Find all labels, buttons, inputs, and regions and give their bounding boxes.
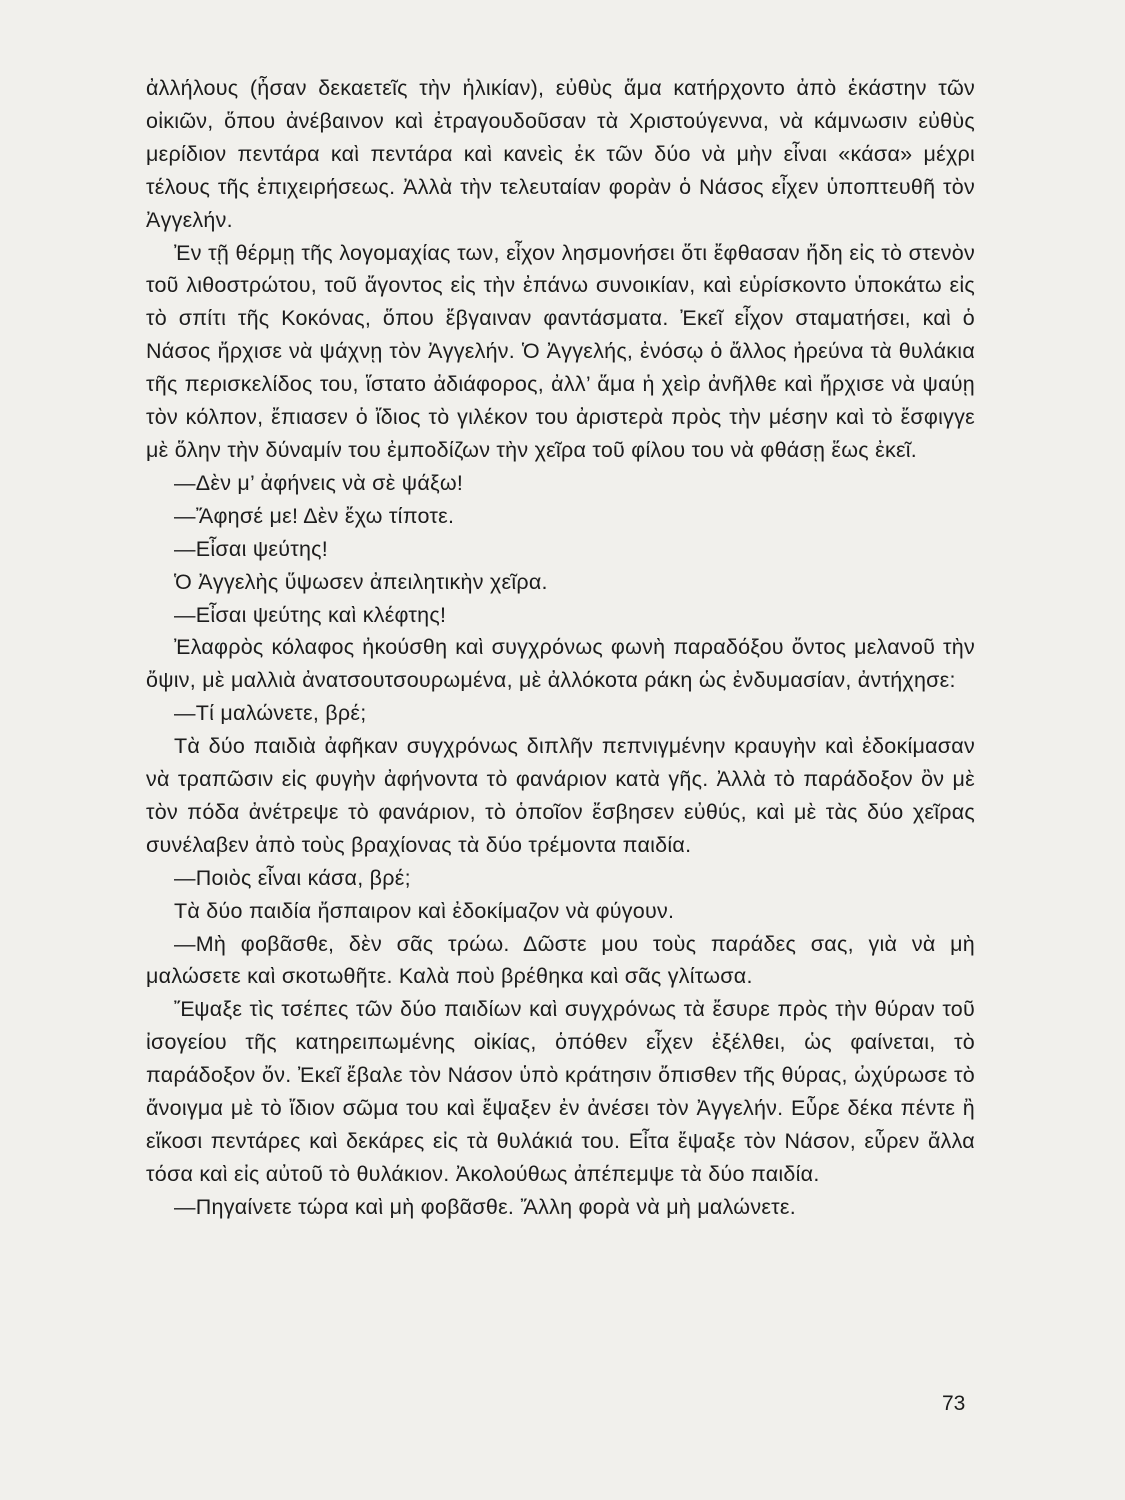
dialogue-line: —Μὴ φοβᾶσθε, δὲν σᾶς τρώω. Δῶστε μου τοὺς παράδες σας, γιὰ νὰ μὴ μαλώσετε καὶ σκοτωθῆτε. Καλὰ ποὺ βρέθηκα καὶ σᾶς γλίτωσα. bbox=[146, 931, 975, 989]
paragraph: Τὰ δύο παιδιὰ ἀφῆκαν συγχρόνως διπλῆν πεπνιγμένην κραυγὴν καὶ ἐδοκίμασαν νὰ τραπῶσιν εἰς φυγὴν ἀφήνοντα τὸ φανάριον κατὰ γῆς. Ἀλλὰ τὸ παράδοξον ὂν μὲ τὸν πόδα ἀνέτρεψε τὸ φανάριον, τὸ ὁποῖον ἔσβησεν εὐθύς, καὶ μὲ τὰς δύο χεῖρας συνέλαβεν ἀπὸ τοὺς βραχίονας τὰ δύο τρέμοντα παιδία. bbox=[146, 734, 975, 857]
paragraph: Ἔψαξε τὶς τσέπες τῶν δύο παιδίων καὶ συγχρόνως τὰ ἔσυρε πρὸς τὴν θύραν τοῦ ἰσογείου τῆς κατηρειπωμένης οἰκίας, ὁπόθεν εἶχεν ἐξέλθει, ὡς φαίνεται, τὸ παράδοξον ὄν. Ἐκεῖ ἔβαλε τὸν Νάσον ὑπὸ κράτησιν ὄπισθεν τῆς θύρας, ὠχύρωσε τὸ ἄνοιγμα μὲ τὸ ἴδιον σῶμα του καὶ ἔψαξεν ἐν ἀνέσει τὸν Ἀγγελήν. Εὗρε δέκα πέντε ἢ εἴκοσι πεντάρες καὶ δεκάρες εἰς τὰ θυλάκιά του. Εἶτα ἔψαξε τὸν Νάσον, εὗρεν ἄλλα τόσα καὶ εἰς αὐτοῦ τὸ θυλάκιον. Ἀκολούθως ἀπέπεμψε τὰ δύο παιδία. bbox=[146, 997, 975, 1186]
dialogue-line: —Εἶσαι ψεύτης! bbox=[174, 536, 329, 561]
page-number: 73 bbox=[942, 1392, 966, 1415]
paragraph: Ἐλαφρὸς κόλαφος ἠκούσθη καὶ συγχρόνως φωνὴ παραδόξου ὄντος μελανοῦ τὴν ὄψιν, μὲ μαλλιὰ ἀνατσουτσουρωμένα, μὲ ἀλλόκοτα ράκη ὡς ἐνδυμασίαν, ἀντήχησε: bbox=[146, 635, 975, 693]
dialogue-line: —Πηγαίνετε τώρα καὶ μὴ φοβᾶσθε. Ἄλλη φορὰ νὰ μὴ μαλώνετε. bbox=[174, 1194, 796, 1219]
dialogue-line: —Ἄφησέ με! Δὲν ἔχω τίποτε. bbox=[174, 503, 455, 528]
paragraph: ἀλλήλους (ἦσαν δεκαετεῖς τὴν ἡλικίαν), εὐθὺς ἅμα κατήρχοντο ἀπὸ ἑκάστην τῶν οἰκιῶν, ὅπου ἀνέβαινον καὶ ἐτραγουδοῦσαν τὰ Χριστούγεννα, νὰ κάμνωσιν εὐθὺς μερίδιον πεντάρα καὶ πεντάρα καὶ κανεὶς ἐκ τῶν δύο νὰ μὴν εἶναι «κάσα» μέχρι τέλους τῆς ἐπιχειρήσεως. Ἀλλὰ τὴν τελευταίαν φορὰν ὁ Νάσος εἶχεν ὑποπτευθῆ τὸν Ἀγγελήν. bbox=[146, 76, 975, 232]
dialogue-line: —Τί μαλώνετε, βρέ; bbox=[174, 701, 367, 726]
dialogue-line: —Ποιὸς εἶναι κάσα, βρέ; bbox=[174, 865, 411, 890]
dialogue-line: —Δὲν μ’ ἀφήνεις νὰ σὲ ψάξω! bbox=[174, 470, 464, 495]
dialogue-line: —Εἶσαι ψεύτης καὶ κλέφτης! bbox=[174, 602, 447, 627]
paragraph: Ὁ Ἀγγελὴς ὕψωσεν ἀπειλητικὴν χεῖρα. bbox=[174, 569, 548, 594]
paragraph: Τὰ δύο παιδία ἤσπαιρον καὶ ἐδοκίμαζον νὰ φύγουν. bbox=[174, 898, 675, 923]
paragraph: Ἐν τῇ θέρμῃ τῆς λογομαχίας των, εἶχον λησμονήσει ὅτι ἔφθασαν ἤδη εἰς τὸ στενὸν τοῦ λιθοστρώτου, τοῦ ἄγοντος εἰς τὴν ἐπάνω συνοικίαν, καὶ εὑρίσκοντο ὑποκάτω εἰς τὸ σπίτι τῆς Κοκόνας, ὅπου ἔβγαιναν φαντάσματα. Ἐκεῖ εἶχον σταματήσει, καὶ ὁ Νάσος ἤρχισε νὰ ψάχνῃ τὸν Ἀγγελήν. Ὁ Ἀγγελής, ἐνόσῳ ὁ ἄλλος ἠρεύνα τὰ θυλάκια τῆς περισκελίδος του, ἵστατο ἀδιάφορος, ἀλλ’ ἅμα ἡ χεὶρ ἀνῆλθε καὶ ἤρχισε νὰ ψαύῃ τὸν κόλπον, ἔπιασεν ὁ ἴδιος τὸ γιλέκον του ἀριστερὰ πρὸς τὴν μέσην καὶ τὸ ἔσφιγγε μὲ ὅλην τὴν δύναμίν του ἐμποδίζων τὴν χεῖρα τοῦ φίλου του νὰ φθάσῃ ἕως ἐκεῖ. bbox=[146, 240, 975, 462]
body-text bbox=[146, 72, 975, 1224]
